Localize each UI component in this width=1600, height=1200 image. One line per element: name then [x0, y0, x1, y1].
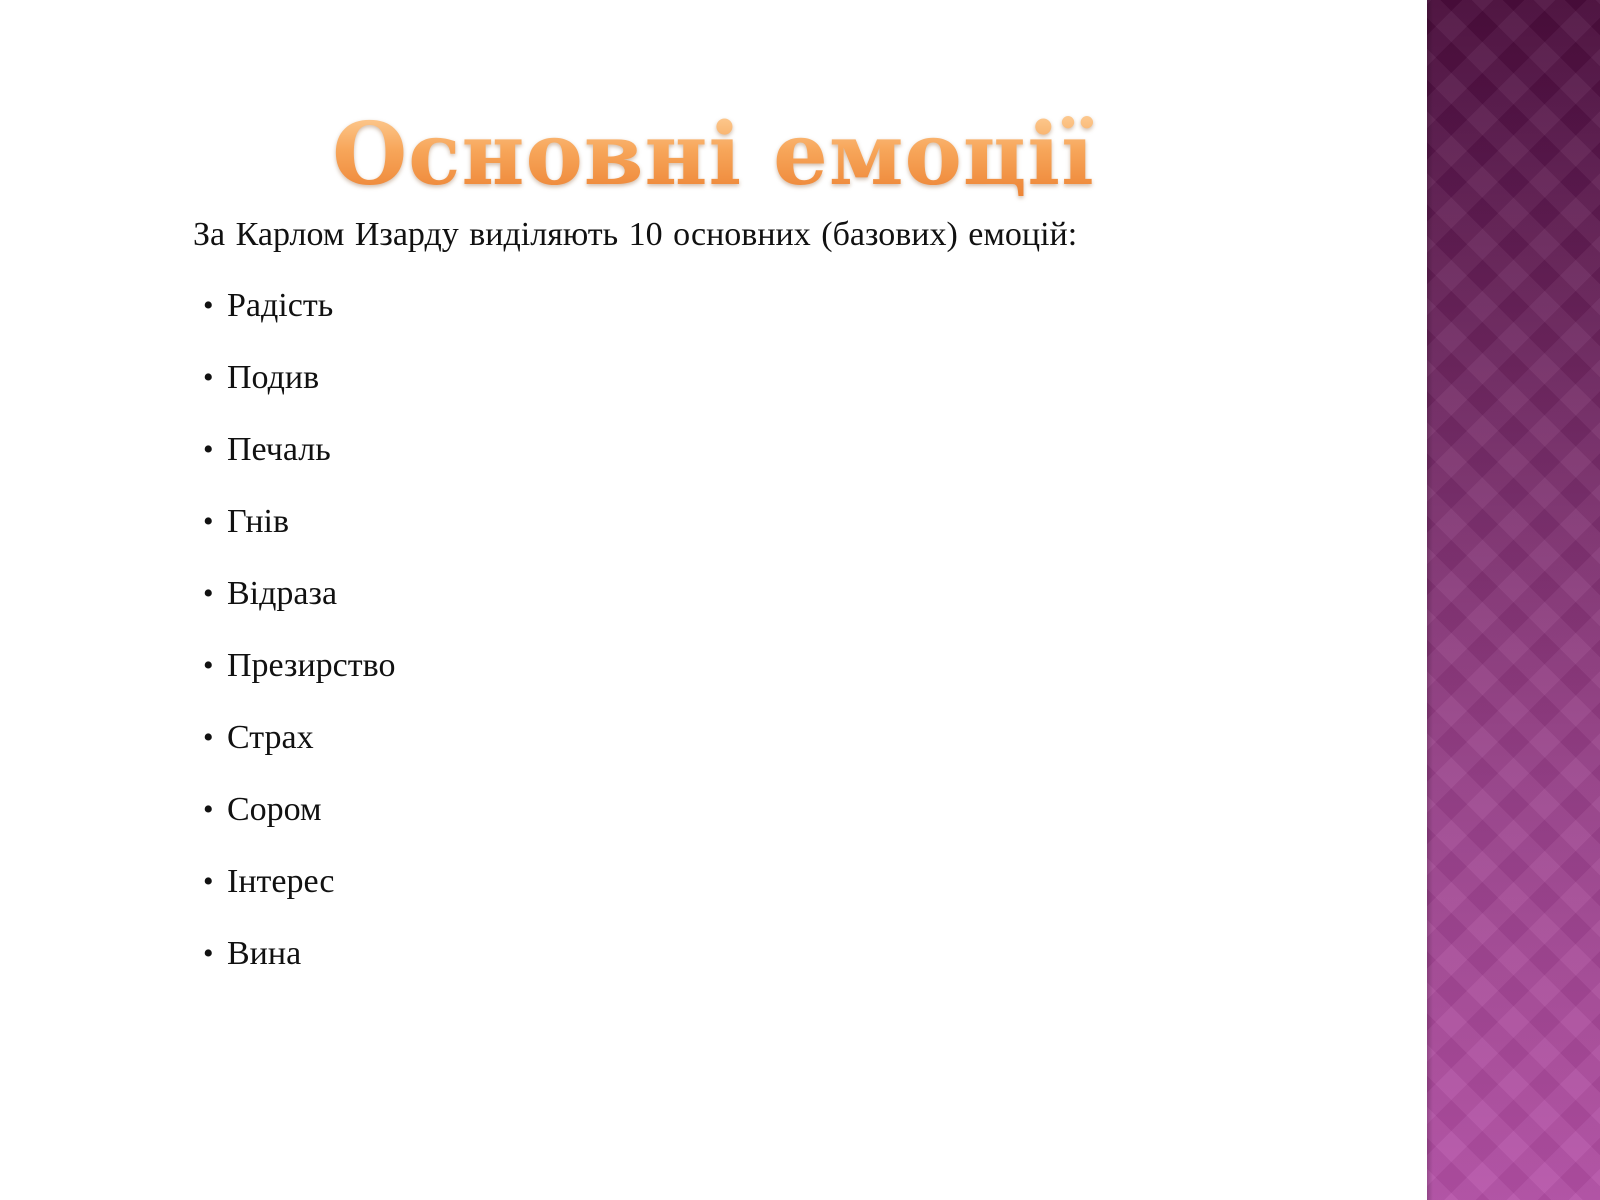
emotion-label: Вина: [227, 935, 302, 972]
list-item: [203, 342, 1373, 414]
intro-text: За Карлом Изарду виділяють 10 основних (базових) емоцій:: [193, 216, 1078, 253]
list-item: [203, 846, 1373, 918]
emotion-label: Страх: [227, 719, 314, 756]
emotion-label: Гнів: [227, 503, 290, 540]
list-item: [203, 630, 1373, 702]
slide-content: [193, 208, 1373, 990]
list-item: [203, 702, 1373, 774]
list-item: [203, 774, 1373, 846]
bullet-icon: •: [203, 505, 214, 538]
emotion-label: Інтерес: [227, 863, 335, 900]
list-item: [203, 918, 1373, 990]
emotion-label: Відраза: [227, 575, 338, 612]
bullet-icon: •: [203, 865, 214, 898]
bullet-icon: •: [203, 577, 214, 610]
list-item: [203, 558, 1373, 630]
bullet-icon: •: [203, 433, 214, 466]
emotion-label: Сором: [227, 791, 322, 828]
bullet-icon: •: [203, 793, 214, 826]
bullet-icon: •: [203, 361, 214, 394]
bullet-icon: •: [203, 721, 214, 754]
slide-title: Основні емоції: [0, 100, 1427, 210]
emotion-label: Подив: [227, 359, 320, 396]
emotions-list: [193, 270, 1373, 990]
decorative-side-band: [1427, 0, 1600, 1200]
emotion-label: Печаль: [227, 431, 331, 468]
list-item: [203, 486, 1373, 558]
bullet-icon: •: [203, 937, 214, 970]
bullet-icon: •: [203, 289, 214, 322]
bullet-icon: •: [203, 649, 214, 682]
emotion-label: Презирство: [227, 647, 396, 684]
emotion-label: Радість: [227, 287, 334, 324]
list-item: [203, 270, 1373, 342]
list-item: [203, 414, 1373, 486]
